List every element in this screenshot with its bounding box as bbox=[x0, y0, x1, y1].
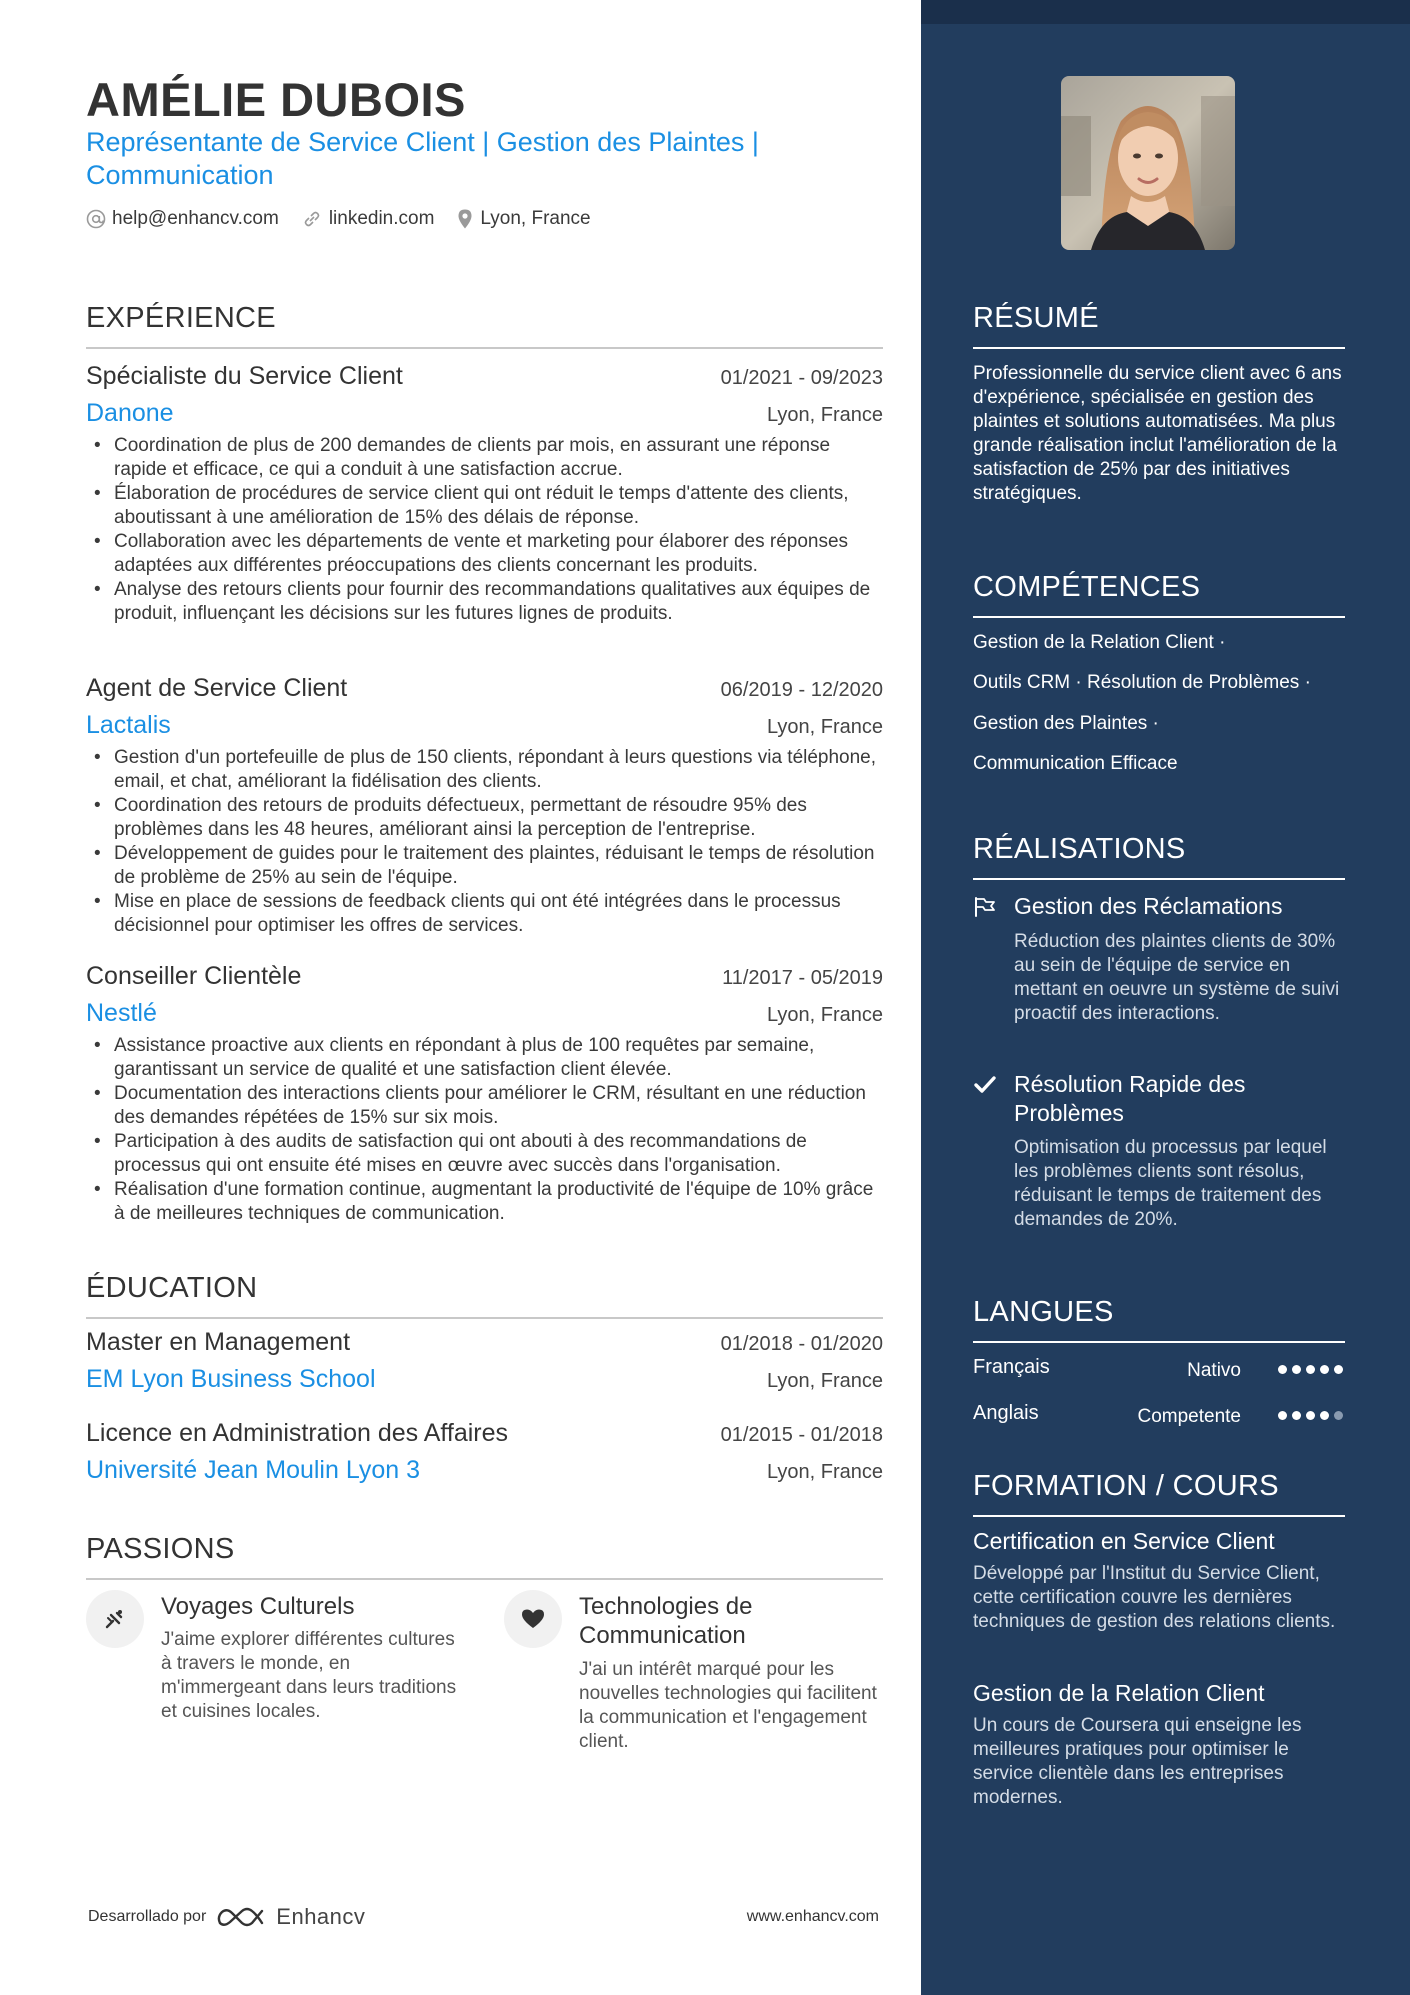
contact-email[interactable] bbox=[86, 208, 279, 230]
achievement-description: Réduction des plaintes clients de 30% au sein de l'équipe de service en mettant en oeuvre un système de suivi proactif des interactions. bbox=[1014, 931, 1340, 1024]
bullet-item: • Gestion d'un portefeuille de plus de 150 clients, répondant à leurs questions via téléphone, email, et chat, améliorant la fidélisation des clients. bbox=[86, 746, 883, 794]
job-bullets bbox=[86, 1034, 883, 1226]
heart-icon bbox=[520, 1607, 546, 1631]
school-name: EM Lyon Business School bbox=[86, 1365, 376, 1393]
courses-section-title: FORMATION / COURS bbox=[973, 1470, 1345, 1517]
education-dates: 01/2018 - 01/2020 bbox=[720, 1333, 883, 1355]
passion-icon-circle bbox=[86, 1590, 144, 1648]
experience-item bbox=[86, 962, 883, 1226]
location-text: Lyon, France bbox=[480, 208, 591, 229]
education-item bbox=[86, 1419, 883, 1485]
passion-title: Technologies de Communication bbox=[579, 1593, 753, 1649]
achievement-description: Optimisation du processus par lequel les problèmes clients sont résolus, réduisant le temps de traitement des demandes de 20%. bbox=[1014, 1137, 1327, 1230]
skill-line: Outils CRM · Résolution de Problèmes · bbox=[973, 672, 1311, 693]
rating-dot bbox=[1334, 1365, 1343, 1374]
summary-text: Professionnelle du service client avec 6 ans d'expérience, spécialisée en gestion des plaintes et solutions automatisées. Ma plus grande réalisation inclut l'amélioration de la satisfaction de 25% par des initiatives stratégiques. bbox=[973, 363, 1342, 504]
bullet-item: • Mise en place de sessions de feedback clients qui ont été intégrées dans le processus décisionnel pour optimiser les offres de services. bbox=[86, 890, 883, 938]
course-description: Développé par l'Institut du Service Client, cette certification couvre les dernières techniques de gestion des relations clients. bbox=[973, 1563, 1336, 1632]
passion-description: J'aime explorer différentes cultures à travers le monde, en m'immergeant dans leurs traditions et cuisines locales. bbox=[161, 1629, 457, 1722]
sidebar-top-strip bbox=[921, 0, 1410, 24]
job-company: Nestlé bbox=[86, 999, 157, 1027]
rating-dot bbox=[1278, 1411, 1287, 1420]
sidebar bbox=[921, 0, 1410, 1995]
language-item bbox=[973, 1356, 1345, 1386]
location-pin-icon bbox=[456, 208, 474, 230]
rating-dot bbox=[1292, 1411, 1301, 1420]
experience-item bbox=[86, 362, 883, 626]
profile-photo bbox=[1061, 76, 1235, 250]
job-bullets bbox=[86, 434, 883, 626]
candidate-headline: Représentante de Service Client | Gestion des Plaintes | Communication bbox=[86, 127, 759, 190]
languages-section-title: LANGUES bbox=[973, 1296, 1345, 1343]
education-dates: 01/2015 - 01/2018 bbox=[720, 1424, 883, 1446]
school-location: Lyon, France bbox=[767, 1461, 883, 1483]
enhancv-logo-icon bbox=[216, 1905, 268, 1929]
rating-dot bbox=[1292, 1365, 1301, 1374]
bullet-item: • Réalisation d'une formation continue, augmentant la productivité de l'équipe de 10% grâce à de meilleures techniques de communication. bbox=[86, 1178, 883, 1226]
linkedin-text: linkedin.com bbox=[328, 208, 435, 229]
bullet-item: • Élaboration de procédures de service client qui ont réduit le temps d'attente des clients, aboutissant à une amélioration de 15% des délais de réponse. bbox=[86, 482, 883, 530]
skills-section-title: COMPÉTENCES bbox=[973, 571, 1345, 618]
footer-powered-by bbox=[88, 1904, 365, 1930]
job-company: Lactalis bbox=[86, 711, 171, 739]
school-location: Lyon, France bbox=[767, 1370, 883, 1392]
language-rating bbox=[1273, 1405, 1343, 1420]
achievements-section-title: RÉALISATIONS bbox=[973, 833, 1345, 880]
profile-photo-image bbox=[1061, 76, 1235, 250]
job-title: Spécialiste du Service Client bbox=[86, 362, 403, 390]
job-company: Danone bbox=[86, 399, 174, 427]
bullet-item: • Développement de guides pour le traitement des plaintes, réduisant le temps de résolution de problème de 25% au sein de l'équipe. bbox=[86, 842, 883, 890]
bullet-item: • Coordination de plus de 200 demandes de clients par mois, en assurant une réponse rapide et efficace, ce qui a conduit à une satisfaction accrue. bbox=[86, 434, 883, 482]
job-title: Conseiller Clientèle bbox=[86, 962, 302, 990]
language-rating bbox=[1273, 1359, 1343, 1374]
rating-dot bbox=[1334, 1411, 1343, 1420]
language-name: Français bbox=[973, 1356, 1050, 1378]
job-title: Agent de Service Client bbox=[86, 674, 348, 702]
passion-description: J'ai un intérêt marqué pour les nouvelles technologies qui facilitent la communication et l'engagement client. bbox=[579, 1659, 877, 1752]
email-text: help@enhancv.com bbox=[112, 208, 279, 229]
language-level: Competente bbox=[1137, 1406, 1241, 1427]
enhancv-brand-text: Enhancv bbox=[276, 1904, 366, 1929]
education-section-title: ÉDUCATION bbox=[86, 1272, 883, 1319]
rating-dot bbox=[1278, 1365, 1287, 1374]
course-description: Un cours de Coursera qui enseigne les meilleures pratiques pour optimiser le service clientèle dans les entreprises modernes. bbox=[973, 1715, 1302, 1808]
course-title: Certification en Service Client bbox=[973, 1528, 1275, 1554]
job-location: Lyon, France bbox=[767, 404, 883, 426]
rating-dot bbox=[1320, 1411, 1329, 1420]
rating-dot bbox=[1306, 1411, 1315, 1420]
link-icon bbox=[301, 209, 323, 229]
degree-title: Master en Management bbox=[86, 1328, 351, 1356]
job-bullets bbox=[86, 746, 883, 938]
check-icon bbox=[973, 1074, 997, 1096]
footer-url[interactable]: www.enhancv.com bbox=[746, 1908, 879, 1925]
experience-item bbox=[86, 674, 883, 938]
job-location: Lyon, France bbox=[767, 1004, 883, 1026]
passion-title: Voyages Culturels bbox=[161, 1593, 355, 1620]
flag-icon bbox=[973, 896, 997, 918]
bullet-item: • Documentation des interactions clients pour améliorer le CRM, résultant en une réduction des demandes répétées de 15% sur six mois. bbox=[86, 1082, 883, 1130]
achievement-title: Résolution Rapide des Problèmes bbox=[1014, 1071, 1246, 1126]
contact-bar bbox=[86, 208, 613, 230]
rating-dot bbox=[1320, 1365, 1329, 1374]
bullet-item: • Analyse des retours clients pour fournir des recommandations qualitatives aux équipes de produit, influençant les décisions sur les futures lignes de produits. bbox=[86, 578, 883, 626]
achievement-title: Gestion des Réclamations bbox=[1014, 893, 1283, 919]
job-dates: 06/2019 - 12/2020 bbox=[720, 679, 883, 701]
contact-location bbox=[456, 208, 590, 230]
degree-title: Licence en Administration des Affaires bbox=[86, 1419, 509, 1447]
job-dates: 11/2017 - 05/2019 bbox=[722, 967, 883, 989]
language-level: Nativo bbox=[1187, 1360, 1241, 1381]
skill-line: Communication Efficace bbox=[973, 753, 1178, 774]
bullet-item: • Participation à des audits de satisfaction qui ont abouti à des recommandations de processus qui ont ensuite été mises en œuvre avec succès dans l'organisation. bbox=[86, 1130, 883, 1178]
experience-section-title: EXPÉRIENCE bbox=[86, 302, 883, 349]
at-icon bbox=[86, 209, 106, 229]
school-name: Université Jean Moulin Lyon 3 bbox=[86, 1456, 420, 1484]
course-title: Gestion de la Relation Client bbox=[973, 1680, 1265, 1706]
education-item bbox=[86, 1328, 883, 1394]
passions-section-title: PASSIONS bbox=[86, 1533, 883, 1580]
skill-line: Gestion de la Relation Client · bbox=[973, 632, 1226, 653]
rating-dot bbox=[1306, 1365, 1315, 1374]
contact-linkedin[interactable] bbox=[301, 208, 435, 230]
language-name: Anglais bbox=[973, 1402, 1039, 1424]
skill-line: Gestion des Plaintes · bbox=[973, 713, 1159, 734]
powered-by-text: Desarrollado por bbox=[88, 1908, 207, 1925]
passion-icon-circle bbox=[504, 1590, 562, 1648]
travel-icon bbox=[102, 1606, 128, 1632]
bullet-item: • Assistance proactive aux clients en répondant à plus de 100 requêtes par semaine, garantissant un service de qualité et une satisfaction client élevée. bbox=[86, 1034, 883, 1082]
job-location: Lyon, France bbox=[767, 716, 883, 738]
bullet-item: • Coordination des retours de produits défectueux, permettant de résoudre 95% des problèmes dans les 48 heures, améliorant ainsi la perception de l'entreprise. bbox=[86, 794, 883, 842]
job-dates: 01/2021 - 09/2023 bbox=[720, 367, 883, 389]
summary-section-title: RÉSUMÉ bbox=[973, 302, 1345, 349]
language-item bbox=[973, 1402, 1345, 1432]
bullet-item: • Collaboration avec les départements de vente et marketing pour élaborer des réponses adaptées aux différentes préoccupations des clients concernant les produits. bbox=[86, 530, 883, 578]
candidate-name: AMÉLIE DUBOIS bbox=[86, 73, 466, 126]
